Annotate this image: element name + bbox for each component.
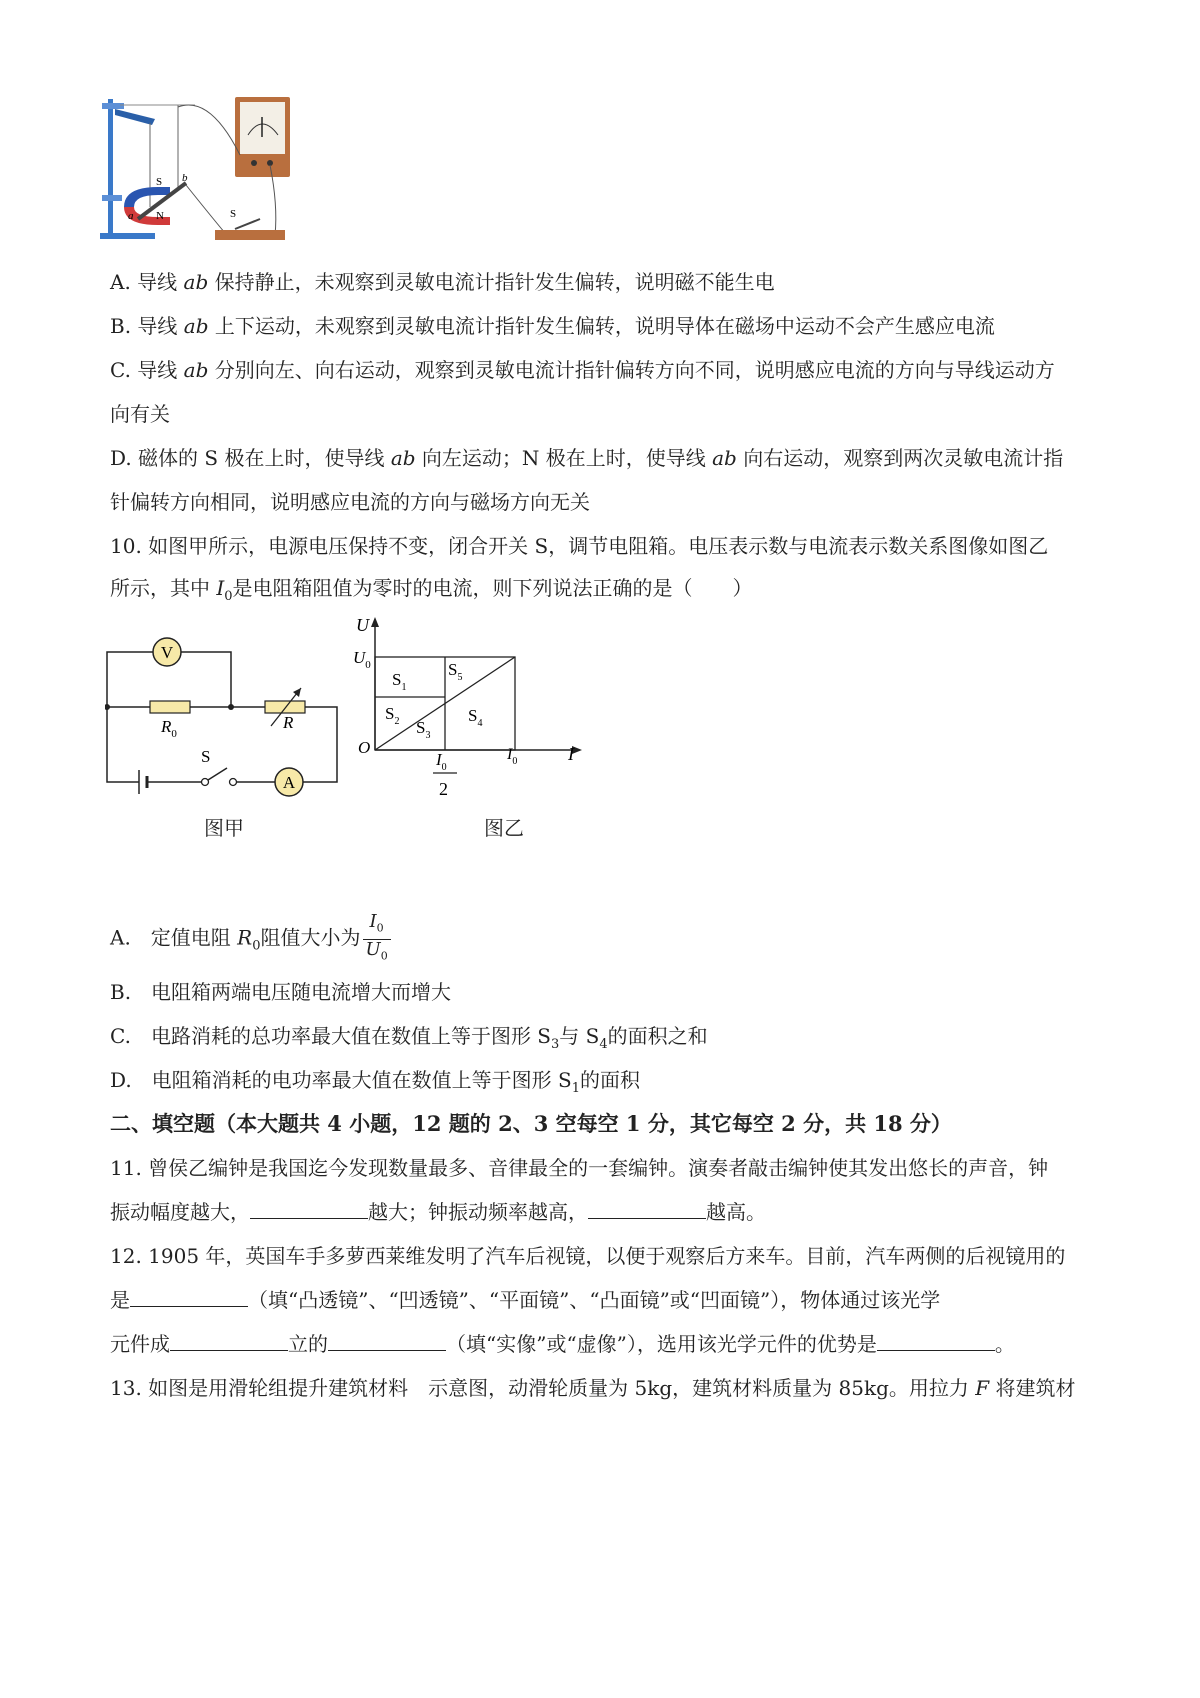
circuit-diagram xyxy=(105,632,345,802)
section-2-heading: 二、填空题（本大题共 4 小题，12 题的 2、3 空每空 1 分，其它每空 2 分，共 18 分） xyxy=(110,1111,952,1136)
resistor-box-r xyxy=(265,701,305,713)
q11-blank-1[interactable] xyxy=(250,1198,368,1219)
q10-option-c: C. 电路消耗的总功率最大值在数值上等于图形 $S_3$与 $S_4$的面积之和 xyxy=(110,1024,708,1052)
i0-label: $I_0$ xyxy=(507,746,518,767)
q12-blank-4[interactable] xyxy=(877,1330,995,1351)
q12-line3: 元件成 立的 （填“实像”或“虚像”），选用该光学元件的优势是 。 xyxy=(110,1332,1015,1356)
q12-blank-2[interactable] xyxy=(170,1330,288,1351)
circuit-caption: 图甲 xyxy=(204,816,244,840)
q11-line1: 11. 曾侯乙编钟是我国迄今发现数量最多、音律最全的一套编钟。演奏者敲击编钟使其发出悠长的声音，钟 xyxy=(110,1156,1049,1180)
q12-line2: 是 （填“凸透镜”、“凹透镜”、“平面镜”、“凸面镜”或“凹面镜”），物体通过该光学 xyxy=(110,1288,941,1312)
q9-option-c-cont: 向有关 xyxy=(110,402,170,426)
q9-option-a: A. 导线 ab 保持静止，未观察到灵敏电流计指针发生偏转，说明磁不能生电 xyxy=(110,270,775,294)
u-i-graph xyxy=(350,615,590,805)
graph-caption: 图乙 xyxy=(484,816,524,840)
q9-option-b: B. 导线 ab 上下运动，未观察到灵敏电流计指针发生偏转，说明导体在磁场中运动不会产生感应电流 xyxy=(110,314,995,338)
q10-option-a: A. 定值电阻 $R_0$阻值大小为 $\frac{I_0}{U_0}$ xyxy=(110,912,391,967)
origin-label: O xyxy=(358,738,371,757)
q11-line2: 振动幅度越大， 越大；钟振动频率越高， 越高。 xyxy=(110,1200,766,1224)
q9-option-c: C. 导线 ab 分别向左、向右运动，观察到灵敏电流计指针偏转方向不同，说明感应电流的方向与导线运动方 xyxy=(110,358,1055,382)
u-axis-label: U xyxy=(356,615,369,635)
i-axis-label: I xyxy=(568,744,574,764)
resistor-r0 xyxy=(150,701,190,713)
voltmeter-label: V xyxy=(160,643,174,662)
half-i0-numerator: $I_0$ xyxy=(436,750,447,773)
wire-b-label: b xyxy=(182,172,188,184)
q11-blank-2[interactable] xyxy=(588,1198,706,1219)
region-s3-label: $S_3$ xyxy=(416,718,431,741)
region-s2-label: $S_2$ xyxy=(385,704,400,727)
u0-label: $U_0$ xyxy=(353,648,371,671)
region-s1-label: $S_1$ xyxy=(392,670,407,693)
region-s4-label: $S_4$ xyxy=(468,706,483,729)
q12-line1: 12. 1905 年，英国车手多萝西莱维发明了汽车后视镜，以便于观察后方来车。目前，汽车两侧的后视镜用的 xyxy=(110,1244,1066,1268)
q13-line1: 13. 如图是用滑轮组提升建筑材料 示意图，动滑轮质量为 5kg，建筑材料质量为 85kg。用拉力 F 将建筑材 xyxy=(110,1376,1076,1400)
wire-a-label: a xyxy=(128,210,134,222)
q9-option-d: D. 磁体的 S 极在上时，使导线 ab 向左运动；N 极在上时，使导线 ab 向右运动，观察到两次灵敏电流计指 xyxy=(110,446,1064,470)
region-s5-label: $S_5$ xyxy=(448,660,463,683)
ammeter-label: A xyxy=(282,773,296,792)
q9-option-d-cont: 针偏转方向相同，说明感应电流的方向与磁场方向无关 xyxy=(110,490,590,514)
q10-stem-line2: 所示，其中 $I_0$是电阻箱阻值为零时的电流，则下列说法正确的是（ ） xyxy=(110,576,753,604)
induction-apparatus-figure xyxy=(100,95,310,250)
q12-blank-3[interactable] xyxy=(328,1330,446,1351)
half-i0-denominator: 2 xyxy=(439,779,448,799)
switch-s-label: S xyxy=(230,208,237,220)
r0-label: $R_0$ xyxy=(161,717,177,740)
q10-option-b: B. 电阻箱两端电压随电流增大而增大 xyxy=(110,980,452,1004)
q10-option-d: D. 电阻箱消耗的电功率最大值在数值上等于图形 $S_1$的面积 xyxy=(110,1068,641,1096)
r0-fraction: $\frac{I_0}{U_0}$ xyxy=(363,912,391,966)
r-label: R xyxy=(283,713,294,732)
q12-blank-1[interactable] xyxy=(130,1286,248,1307)
magnet-n-label: N xyxy=(156,210,164,222)
switch-label: S xyxy=(201,747,211,766)
magnet-s-label: S xyxy=(156,176,163,188)
q10-stem-line1: 10. 如图甲所示，电源电压保持不变，闭合开关 S，调节电阻箱。电压表示数与电流表示数关系图像如图乙 xyxy=(110,534,1049,558)
